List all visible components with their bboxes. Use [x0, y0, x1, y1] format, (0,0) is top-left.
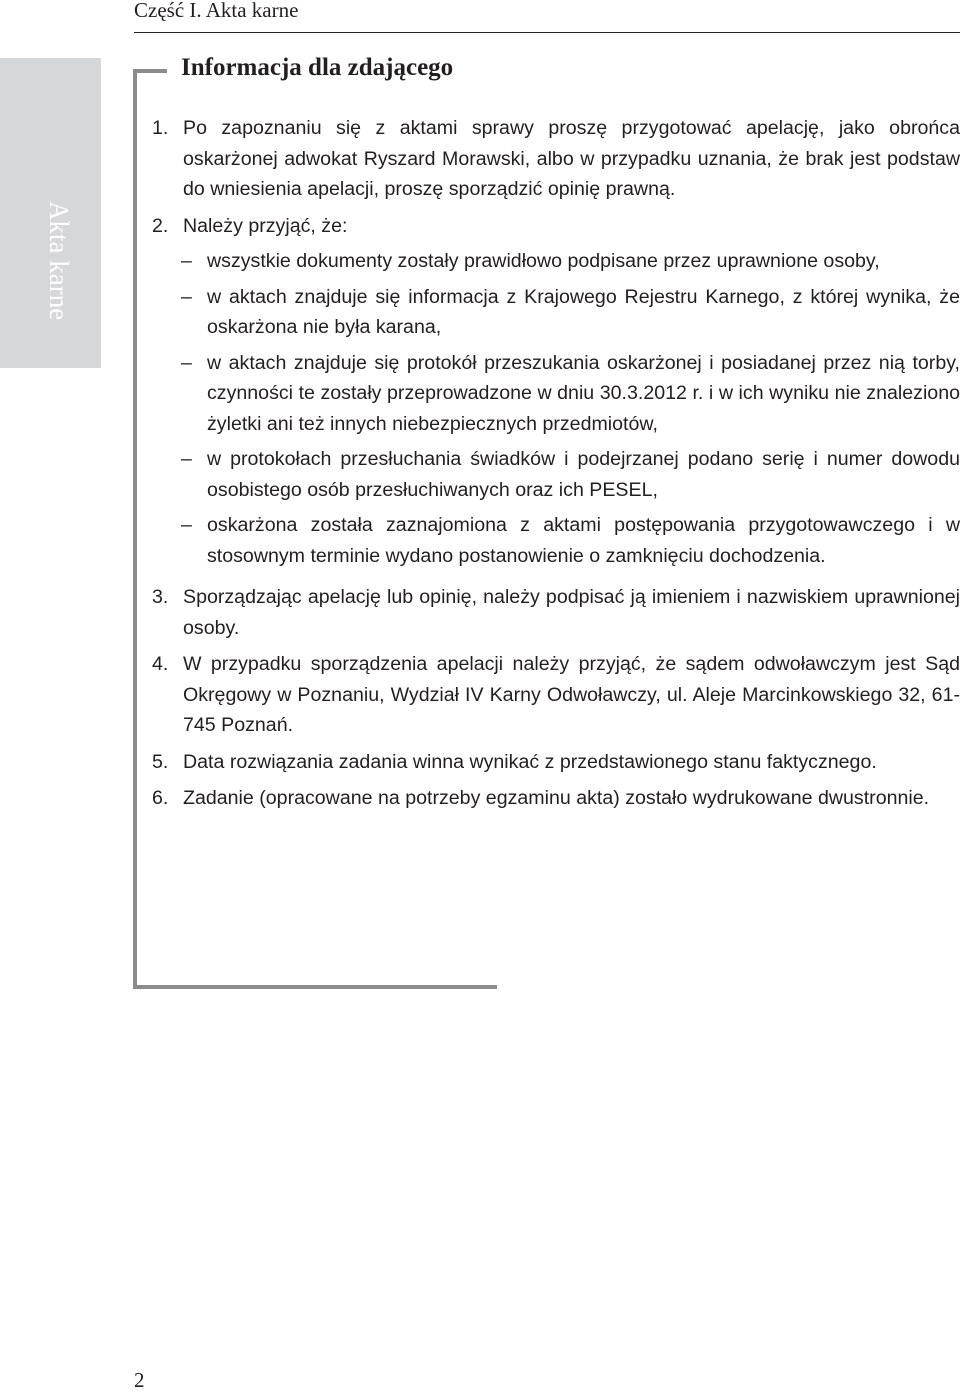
dash-item	[134, 444, 960, 505]
item-text: Sporządzając apelację lub opinię, należy podpisać ją imieniem i nazwiskiem uprawnionej osoby.	[183, 586, 960, 639]
dash-item	[134, 282, 960, 343]
item-number: 6.	[152, 787, 169, 809]
side-tab	[0, 58, 101, 368]
item-number: 3.	[152, 586, 169, 608]
dash-item-text: wszystkie dokumenty zostały prawidłowo podpisane przez uprawnione osoby,	[207, 250, 880, 272]
list-item-2	[134, 211, 960, 242]
list-item-1	[134, 113, 960, 205]
dash-item	[134, 246, 960, 277]
item-number: 4.	[152, 653, 169, 675]
dash-icon: –	[181, 448, 192, 470]
list-item-5	[134, 747, 960, 778]
dash-icon: –	[181, 250, 192, 272]
item-number: 1.	[152, 117, 169, 139]
list-item-3	[134, 582, 960, 643]
item-text: Należy przyjąć, że:	[183, 214, 348, 237]
dash-icon: –	[181, 285, 192, 308]
dash-item-text: w aktach znajduje się protokół przeszukania oskarżonej i posiadanej przez nią torby, czynności te zostały przeprowadzone w dniu 30.3.2012 r. i w ich wyniku nie znaleziono żyletki ani też innych niebezpiecznych przedmiotów,	[207, 351, 960, 435]
header-rule	[134, 32, 960, 33]
dash-item-text: w protokołach przesłuchania świadków i podejrzanej podano serię i numer dowodu osobistego osób przesłuchiwanych oraz ich PESEL,	[207, 448, 960, 501]
dash-icon: –	[181, 514, 192, 536]
side-tab-label: Akta karne	[44, 201, 74, 321]
item-number: 5.	[152, 750, 169, 773]
dash-item-text: oskarżona została zaznajomiona z aktami postępowania przygotowawczego i w stosownym terminie wydano postanowienie o zamknięciu dochodzenia.	[207, 514, 960, 567]
dash-item	[134, 510, 960, 571]
item-text: W przypadku sporządzenia apelacji należy przyjąć, że sądem odwoławczym jest Sąd Okręgowy w Poznaniu, Wydział IV Karny Odwoławczy, ul. Aleje Marcinkowskiego 32, 61-745 Poznań.	[183, 653, 960, 736]
item-text: Zadanie (opracowane na potrzeby egzaminu akta) zostało wydrukowane dwustronnie.	[183, 787, 930, 809]
item-number: 2.	[152, 214, 169, 237]
list-item-4	[134, 649, 960, 741]
instructions-list	[134, 113, 960, 814]
box-border-bottom	[133, 985, 497, 989]
dash-item-text: w aktach znajduje się informacja z Krajowego Rejestru Karnego, z której wynika, że oskarżona nie była karana,	[207, 285, 960, 338]
list-item-6	[134, 783, 960, 814]
box-title: Informacja dla zdającego	[181, 54, 454, 81]
item-text: Data rozwiązania zadania winna wynikać z przedstawionego stanu faktycznego.	[183, 750, 877, 773]
page-number: 2	[134, 1368, 145, 1392]
dash-item	[134, 348, 960, 440]
dash-list	[134, 246, 960, 571]
item-text: Po zapoznaniu się z aktami sprawy proszę przygotować apelację, jako obrońca oskarżonej adwokat Ryszard Morawski, albo w przypadku uznania, że brak jest podstaw do wniesienia apelacji, proszę sporządzić opinię prawną.	[183, 117, 960, 200]
running-header: Część I. Akta karne	[134, 0, 299, 22]
box-border-top	[133, 69, 167, 73]
dash-icon: –	[181, 351, 192, 374]
